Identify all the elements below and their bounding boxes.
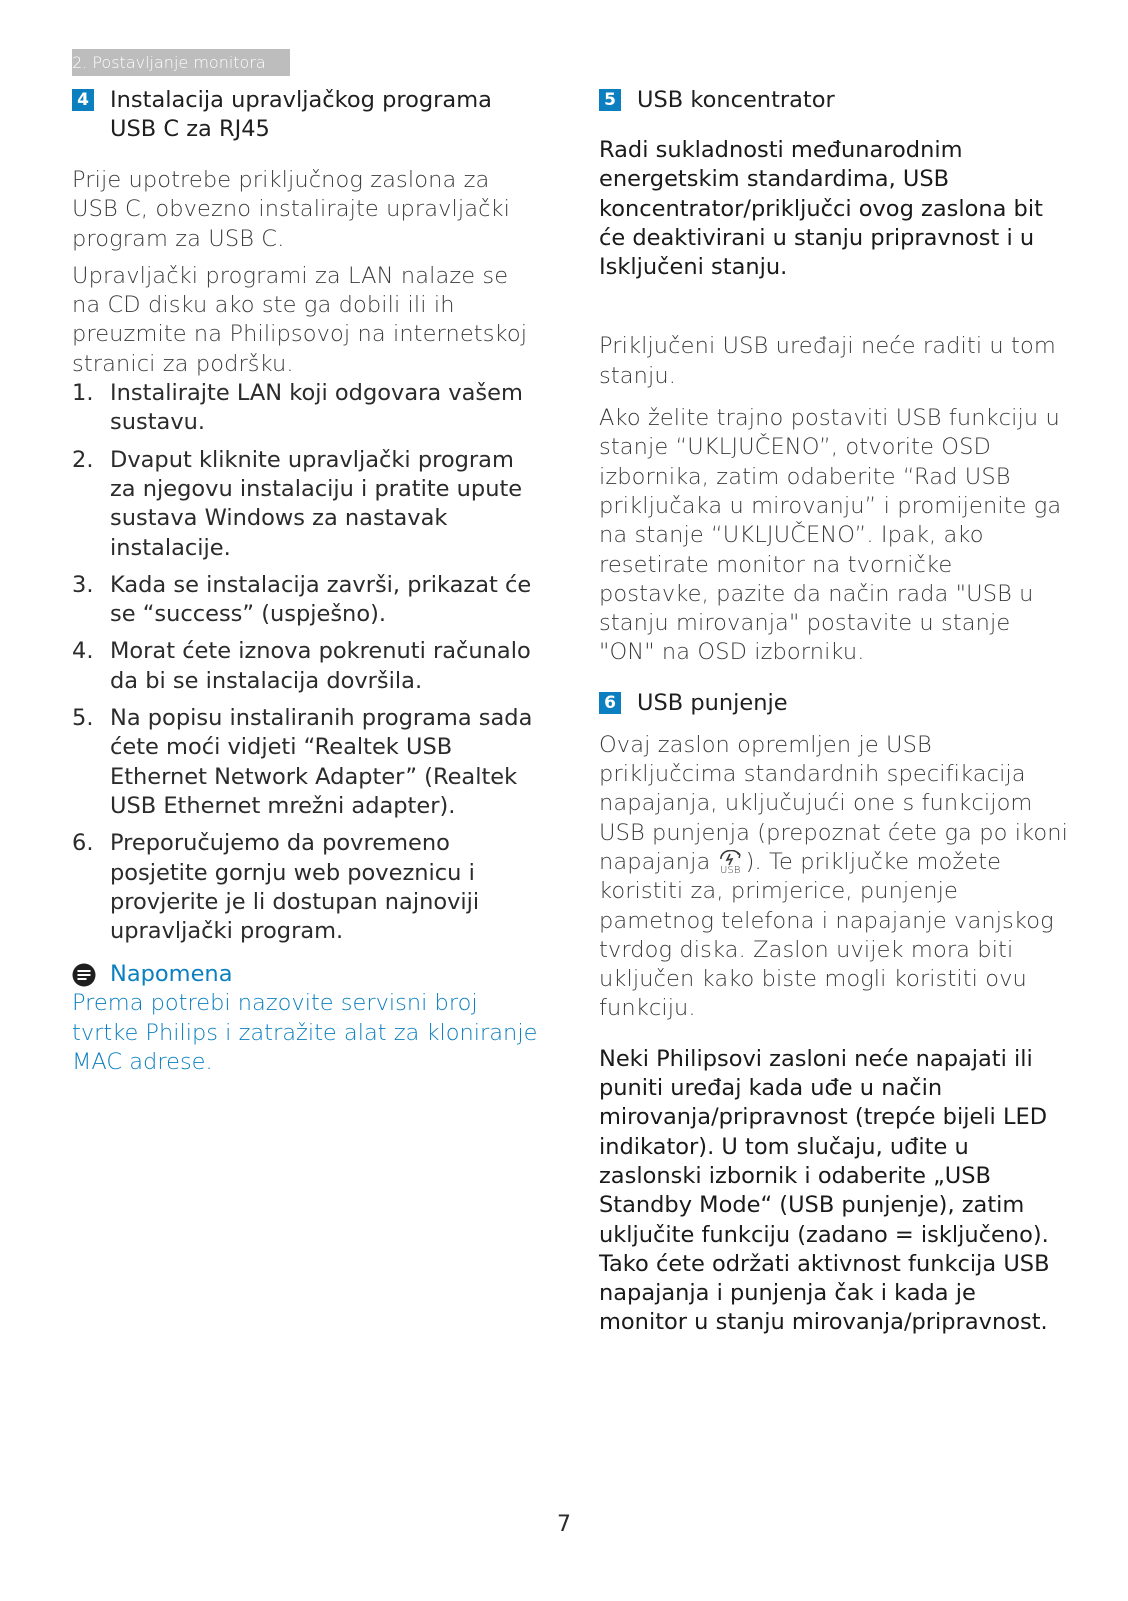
step-number: 4. [72,638,94,665]
list-item [72,829,542,946]
right-column [599,86,1069,1338]
step-text: Dvaput kliknite upravljački program za njegovu instalaciju i pratite upute sustava Windows za nastavak instalacije. [110,446,523,561]
usb-hub-paragraph-1: Radi sukladnosti međunarodnim energetskim standardima, USB koncentrator/priključci ovog zaslona bit će deaktivirani u stanju pripravnost i u Isključeni stanju. [599,137,1043,281]
step-text: Morat ćete iznova pokrenuti računalo da bi se instalacija dovršila. [110,638,531,694]
list-item [72,637,542,696]
left-column [72,86,542,1077]
note-title: Napomena [110,961,233,988]
install-steps-list [72,379,542,946]
note-icon [72,963,96,987]
heading-text: USB koncentrator [637,87,835,113]
usb-charging-paragraph-1 [599,731,1069,1024]
heading-driver-install [72,86,542,144]
heading-usb-charging [599,689,1069,718]
usb-charging-paragraph-2: Neki Philipsovi zasloni neće napajati ili puniti uređaj kada uđe u način mirovanja/pripravnost (trepće bijeli LED indikator). U tom slučaju, uđite u zaslonski izbornik i odaberite „USB Standby Mode“ (USB punjenje), zatim uključite funkciju (zadano = isključeno). Tako ćete održati aktivnost funkcija USB napajanja i punjenja čak i kada je monitor u stanju mirovanja/pripravnost. [599,1045,1050,1336]
heading-usb-hub [599,86,1069,115]
list-item [72,446,542,563]
list-item [72,379,542,438]
section-number-badge: 6 [599,692,621,714]
step-number: 5. [72,705,94,732]
step-number: 1. [72,380,94,407]
section-number-badge: 5 [599,89,621,111]
usb-power-icon [718,850,746,874]
note-heading [72,960,542,989]
list-item [72,704,542,821]
step-number: 2. [72,446,94,473]
section-tab-label: 2. Postavljanje monitora [72,53,266,72]
step-text: Instalirajte LAN koji odgovara vašem sustavu. [110,380,523,436]
usb-hub-paragraph-3: Ako želite trajno postaviti USB funkciju u stanje “UKLJUČENO”, otvorite OSD izbornika, zatim odaberite “Rad USB priključaka u mirovanju” i promijenite ga na stanje “UKLJUČENO”. Ipak, ako resetirate monitor na tvorničke postavke, pazite da način rada "USB u stanju mirovanja" postavite u stanje "ON" na OSD izborniku. [599,405,1062,666]
step-number: 3. [72,571,94,598]
usb-hub-paragraph-2: Priključeni USB uređaji neće raditi u tom stanju. [599,333,1056,389]
usb-charging-text-end: ). Te priključke možete koristiti za, primjerice, punjenje pametnog telefona i napajanje vanjskog tvrdog diska. Zaslon uvijek mora biti uključen kako biste mogli koristiti ovu funkciju. [599,848,1054,1022]
page-number: 7 [557,1512,571,1537]
step-text: Na popisu instaliranih programa sada ćete moći vidjeti “Realtek USB Ethernet Network Adapter” (Realtek USB Ethernet mrežni adapter). [110,705,533,819]
step-number: 6. [72,830,94,857]
step-text: Kada se instalacija završi, prikazat će se “success” (uspješno). [110,571,532,628]
section-number-badge: 4 [72,89,94,111]
intro-paragraph-1: Prije upotrebe priključnog zaslona za USB C, obvezno instalirajte upravljački program za USB C. [72,167,511,252]
svg-text:USB: USB [719,865,741,875]
heading-text: USB punjenje [637,689,788,716]
section-tab [72,49,290,76]
step-text: Preporučujemo da povremeno posjetite gornju web poveznicu i provjerite je li dostupan najnoviji upravljački program. [110,830,480,945]
note-text: Prema potrebi nazovite servisni broj tvrtke Philips i zatražite alat za kloniranje MAC adrese. [72,990,538,1076]
usb-charging-text-start: Ovaj zaslon opremljen je USB priključcima standardnih specifikacija napajanja, uključujući one s funkcijom USB punjenja (prepoznat ćete ga po ikoni napajanja [599,731,1068,875]
intro-paragraph-2: Upravljački programi za LAN nalaze se na CD disku ako ste ga dobili ili ih preuzmite na Philipsovoj na internetskoj stranici za podršku. [72,262,528,377]
list-item [72,571,542,630]
heading-text: Instalacija upravljačkog programa USB C za RJ45 [110,87,492,142]
